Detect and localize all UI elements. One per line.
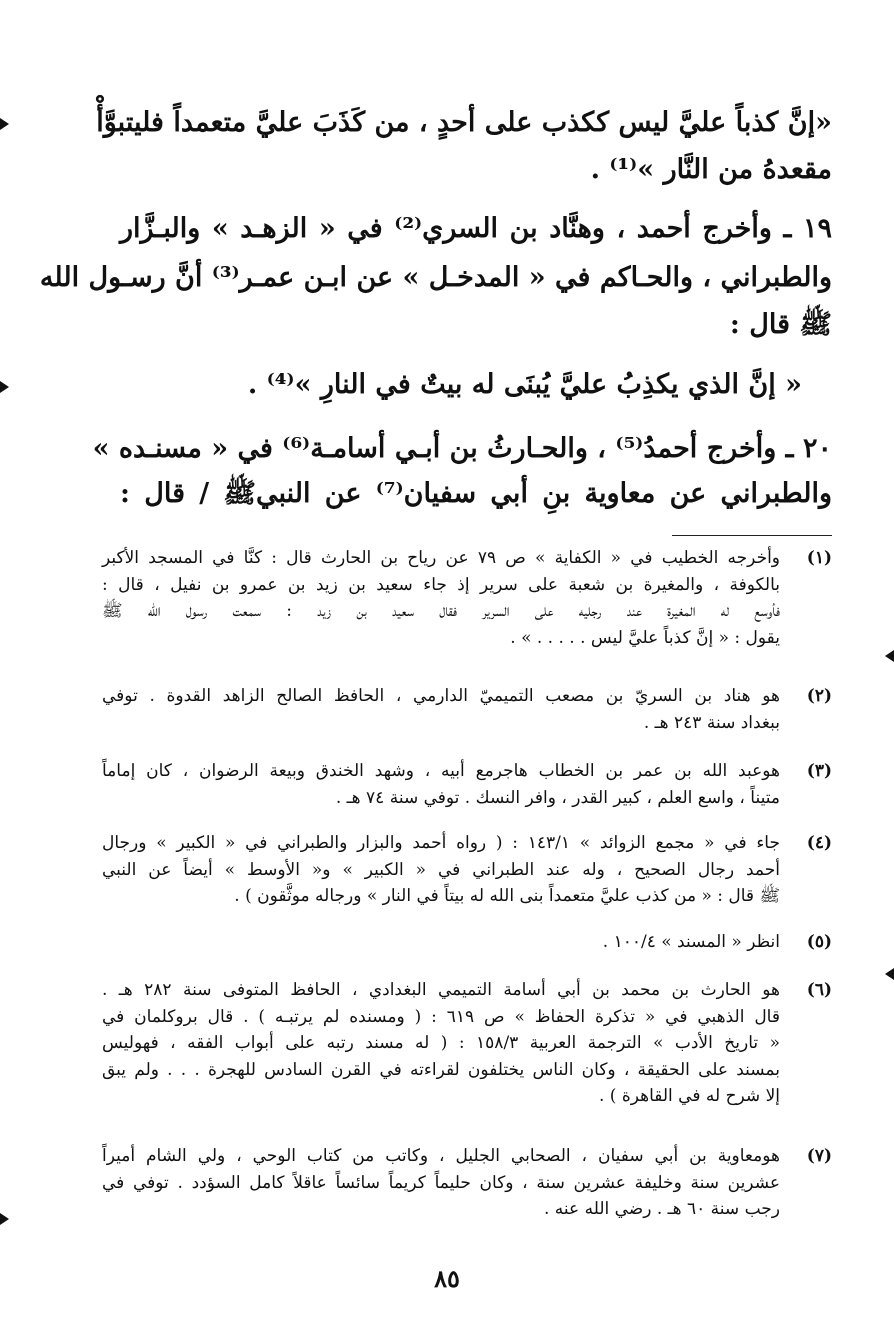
footnote-line: إلا شرح له في القاهرة ) .	[599, 1086, 780, 1106]
footnote-line: فأوسع له المغيرة عند رجليه على السرير فقال سعيد بن زيد : سمعت رسول الله ﷺ	[102, 601, 780, 621]
footnote-line: جاء في « مجمع الزوائد » ١٤٣/١ : ( رواه أحمد والبزار والطبراني في « الكبير » ورجال	[102, 833, 780, 853]
scan-edge-mark	[0, 381, 9, 393]
page-number: ٨٥	[434, 1264, 460, 1293]
scan-edge-mark	[885, 650, 894, 662]
footnote-line: وأخرجه الخطيب في « الكفاية » ص ٧٩ عن رياح بن الحارث قال : كنَّا في المسجد الأكبر	[102, 548, 781, 568]
footnote-number: (٦)	[806, 980, 832, 1000]
scan-edge-mark	[0, 118, 9, 130]
main-text-line-1: «إنَّ كذباً عليَّ ليس ككذب على أحدٍ ، من كَذَبَ عليَّ متعمداً فليتبوَّأْ	[96, 107, 832, 138]
footnote-4	[102, 830, 832, 910]
footnote-line: ﷺ قال : « من كذب عليَّ متعمداً بنى الله له بيتاً في النار » ورجاله موثَّقون ) .	[234, 886, 780, 906]
footnote-line: قال الذهبي في « تذكرة الحفاظ » ص ٦١٩ : ( ومسنده لم يرتبـه ) . قال بروكلمان في	[102, 1006, 780, 1027]
footnote-number: (٥)	[806, 932, 832, 952]
footnote-number: (٧)	[806, 1146, 832, 1166]
scan-edge-mark	[885, 968, 894, 980]
footnote-3	[102, 758, 832, 811]
footnote-line: يقول : « إنَّ كذباً عليَّ ليس . . . . . » .	[510, 627, 780, 648]
footnote-7	[102, 1143, 832, 1223]
footnote-line: « تاريخ الأدب » الترجمة العربية ١٥٨/٣ : ( له مسند رتبه على أبواب الفقه ، فهوليس	[102, 1033, 780, 1053]
footnote-1	[102, 545, 832, 651]
main-text-line-7: ٢٠ ـ وأخرج أحمدُ⁽⁵⁾ ، والحـارثُ بن أبـي أسامـة⁽⁶⁾ في « مسنـده »	[92, 433, 832, 464]
footnote-line: بمسند على الحقيقة ، وكان الناس يختلفون لقراءته في القرن السادس للهجرة . . . ولم يبق	[102, 1059, 780, 1080]
main-text-line-3: ١٩ ـ وأخرج أحمد ، وهنَّاد بن السري⁽²⁾ في « الزهـد » والبـزَّار	[120, 213, 832, 244]
footnote-5	[102, 929, 832, 956]
main-text-line-2: مقعدهُ من النَّار »⁽¹⁾ .	[590, 154, 832, 185]
footnote-2	[102, 683, 832, 736]
footnote-line: متيناً ، واسع العلم ، كبير القدر ، وافر النسك . توفي سنة ٧٤ هـ .	[335, 787, 780, 808]
footnote-line: هو الحارث بن محمد بن أبي أسامة التميمي البغدادي ، الحافظ المتوفى سنة ٢٨٢ هـ .	[102, 980, 780, 1000]
main-text-line-6: « إنَّ الذي يكذِبُ عليَّ يُبنَى له بيتٌ في النارِ »⁽⁴⁾ .	[247, 369, 802, 400]
footnote-line: هوعبد الله بن عمر بن الخطاب هاجرمع أبيه ، وشهد الخندق وبيعة الرضوان ، كان إماماً	[102, 761, 780, 781]
footnote-line: أحمد رجال الصحيح ، وله عند الطبراني في « الكبير » و« الأوسط » أيضاً عن النبي	[102, 859, 780, 880]
main-text-line-8: والطبراني عن معاوية بنِ أبي سفيان⁽⁷⁾ عن النبيﷺ / قال :	[120, 478, 832, 509]
footnote-line: رجب سنة ٦٠ هـ . رضي الله عنه .	[543, 1199, 780, 1219]
footnote-separator	[672, 535, 832, 536]
main-text-line-4: والطبراني ، والحـاكم في « المدخـل » عن ابـن عمـر⁽³⁾ أنَّ رسـول الله	[39, 262, 832, 293]
footnote-number: (٢)	[806, 686, 832, 706]
footnote-line: هومعاوية بن أبي سفيان ، الصحابي الجليل ، وكاتب من كتاب الوحي ، ولي الشام أميراً	[102, 1146, 780, 1166]
footnote-number: (٣)	[806, 761, 832, 781]
footnote-line: بالكوفة ، والمغيرة بن شعبة على سرير إذ جاء سعيد بن زيد بن عمرو بن نفيل ، قال :	[102, 574, 780, 595]
main-text-line-5: ﷺ قال :	[729, 309, 832, 340]
footnote-line: ببغداد سنة ٢٤٣ هـ .	[643, 712, 780, 733]
footnote-6	[102, 977, 832, 1110]
footnote-line: انظر « المسند » ١٠٠/٤ .	[602, 932, 780, 952]
footnote-number: (٤)	[806, 833, 832, 853]
footnote-line: عشرين سنة وخليفة عشرين سنة ، وكان حليماً كريماً سائساً عاقلاً كامل السؤدد . توفي في	[102, 1172, 780, 1193]
footnote-number: (١)	[806, 548, 832, 568]
footnote-line: هو هناد بن السريّ بن مصعب التميميّ الدارمي ، الحافظ الصالح الزاهد القدوة . توفي	[102, 686, 780, 706]
scan-edge-mark	[0, 1213, 9, 1225]
